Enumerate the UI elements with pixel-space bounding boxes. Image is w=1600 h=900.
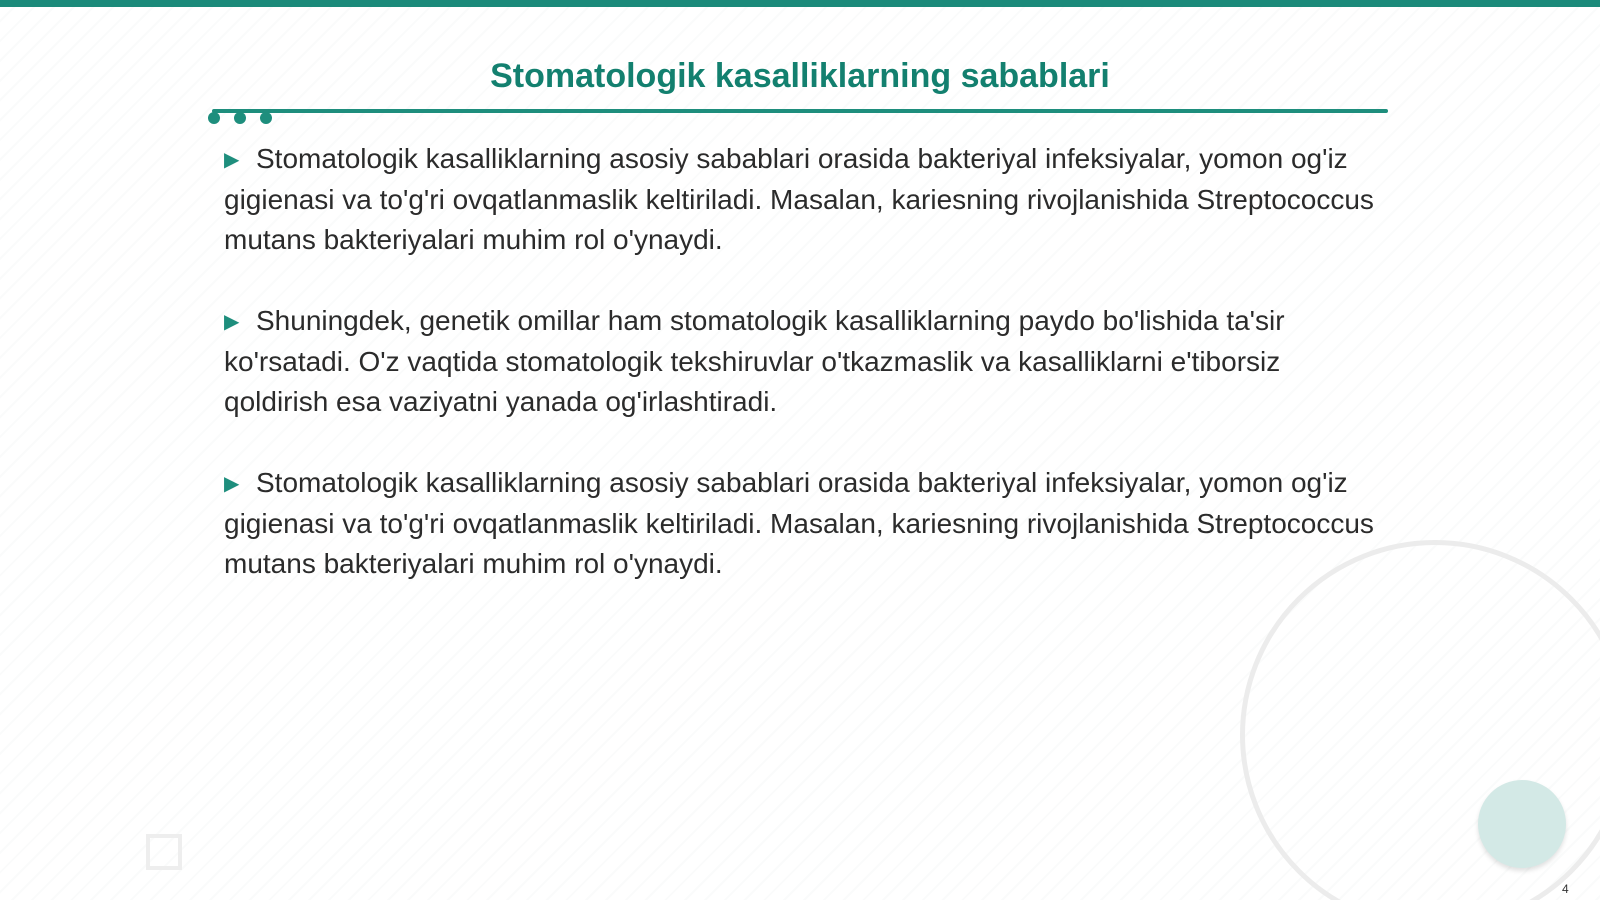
paragraph-text: Shuningdek, genetik omillar ham stomatologik kasalliklarning paydo bo'lishida ta'sir ko'rsatadi. O'z vaqtida stomatologik tekshiruvlar o'tkazmaslik va kasalliklarni e'tiborsiz qoldirish esa vaziyatni yanada og'irlashtiradi. <box>224 305 1285 417</box>
decorative-circle <box>1478 780 1566 868</box>
page-number: 4 <box>1562 882 1569 896</box>
paragraph-text: Stomatologik kasalliklarning asosiy sabablari orasida bakteriyal infeksiyalar, yomon og'iz gigienasi va to'g'ri ovqatlanmaslik keltiriladi. Masalan, kariesning rivojlanishida Streptococcus mutans bakteriyalari muhim rol o'ynaydi. <box>224 467 1374 579</box>
decorative-dot <box>208 112 220 124</box>
triangle-right-icon: ▶ <box>224 311 240 333</box>
title-underline <box>212 109 1388 113</box>
bullet-paragraph <box>224 301 1384 422</box>
triangle-right-icon: ▶ <box>224 473 240 495</box>
slide-title: Stomatologik kasalliklarning sabablari <box>490 57 1110 95</box>
triangle-right-icon: ▶ <box>224 149 240 171</box>
top-accent-bar <box>0 0 1600 7</box>
bullet-paragraph <box>224 139 1384 260</box>
decorative-square <box>146 834 182 870</box>
decorative-dot <box>234 112 246 124</box>
bullet-paragraph <box>224 463 1384 584</box>
paragraph-text: Stomatologik kasalliklarning asosiy sabablari orasida bakteriyal infeksiyalar, yomon og'iz gigienasi va to'g'ri ovqatlanmaslik keltiriladi. Masalan, kariesning rivojlanishida Streptococcus mutans bakteriyalari muhim rol o'ynaydi. <box>224 143 1374 255</box>
decorative-dot <box>260 112 272 124</box>
slide-body <box>224 139 1384 625</box>
